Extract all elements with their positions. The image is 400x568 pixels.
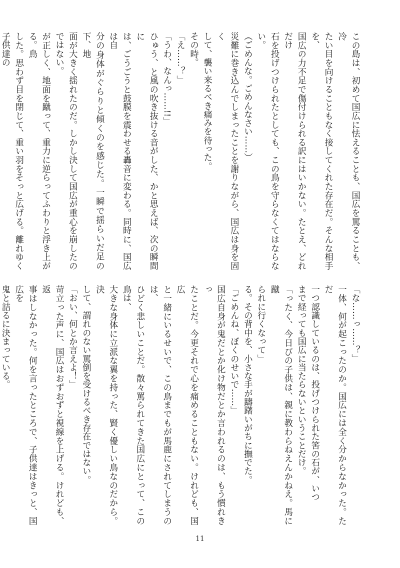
page-number: 11 [195,535,205,543]
text-line: 事はしなかった。何を言ったところで、子供達はきっと、国広を [13,285,38,525]
upper-text-block [0,32,361,270]
text-line: 国広の力不足で傷付けられる訳にはいかない。たとえ、どれだけ [282,32,307,270]
text-line: たことだ。今更それで心を痛めることもない。けれども、国広 [175,285,199,525]
text-line: 災難に巻き込んでしまったことを謝りながら、国広は身を固く [215,32,239,270]
text-line: 「うわ、なんっ……!!」 [161,32,172,126]
text-line: と一緒にいるせいで、この鳥までもが馬鹿にされてしまうのは、 [148,285,172,525]
text-line: 「え……？」 [175,32,186,84]
text-line: （ごめんな。ごめんなさい……） [242,32,253,162]
text-line: 一つ認識しているのは、投げつけられた筈の石が、いつ [309,285,320,502]
lower-text-block [0,285,361,525]
text-line: 「ごめんね、ぼくのせいで……」 [228,285,239,415]
text-line: 面が大きく揺れたのだ。しかし決して国広が重心を崩したのではない。 [54,32,78,270]
text-line: その時。 [188,32,199,67]
text-line: ひどく悲しいことだ。散々罵られてきた国広にとって、この鳥は、 [121,285,145,525]
text-line: して、謂れのない罵倒を受けるべき存在ではない。 [80,285,91,484]
text-line: 分の身体がぐらりと傾くのを感じた。一瞬で揺らいだ足の下、地 [80,32,105,270]
text-line: 「ったく、今日びの子供は、親に教わらねえんかねえ。馬に蹴 [269,285,293,525]
text-line: した。思わず目を閉じて、重い羽をそっと広げる。離れゆく子供達の [0,32,24,270]
text-line: ひゅう、と風の吹き抜ける音がした、かと思えば、次の瞬間に [134,32,159,270]
text-line: 石を投げつけられたとしても、この鳥を守らなくてはならない。 [255,32,280,270]
text-line: 一体、何が起こったのか。国広には全く分からなかった。ただ [323,285,347,525]
text-line: して、襲い来るべき痛みを待った。 [202,32,213,171]
text-line: まで経っても国広に当たらないということだけ。 [296,285,307,476]
text-line: が正しく、地面を蹴って、重力に逆らってふわりと浮き上がる。鳥 [27,32,51,270]
text-line: 国広自身が鬼だとか化け物だとか言われるのは、もう慣れきっ [202,285,226,525]
text-line: は、ごうごうと鼓膜を震わせる轟音に変わる。同時に、国広は自 [107,32,132,270]
text-line: 「な……っ……？」 [350,285,360,363]
text-line: 苛立った声に、国広はおずおずと視線を上げる。けれども、返 [40,285,65,525]
text-line: たい目を向けることもなく接してくれた存在だ。そんな相手を、 [309,32,334,270]
text-line: 大きな身体に立派な翼を持った、賢く優しい鳥なのだから。決 [94,285,118,525]
text-line: 鬼と詰るに決まっている。 [0,285,11,389]
text-line: られに行くなって」 [255,285,266,363]
text-line: 「おい、何とか言えよ！」 [67,285,78,389]
text-line: この島は、初めて国広に怯えることも、国広を罵ることも、冷 [336,32,360,270]
text-line: る。その背中を、小さな手が躊躇いがちに撫でた。 [242,285,253,484]
